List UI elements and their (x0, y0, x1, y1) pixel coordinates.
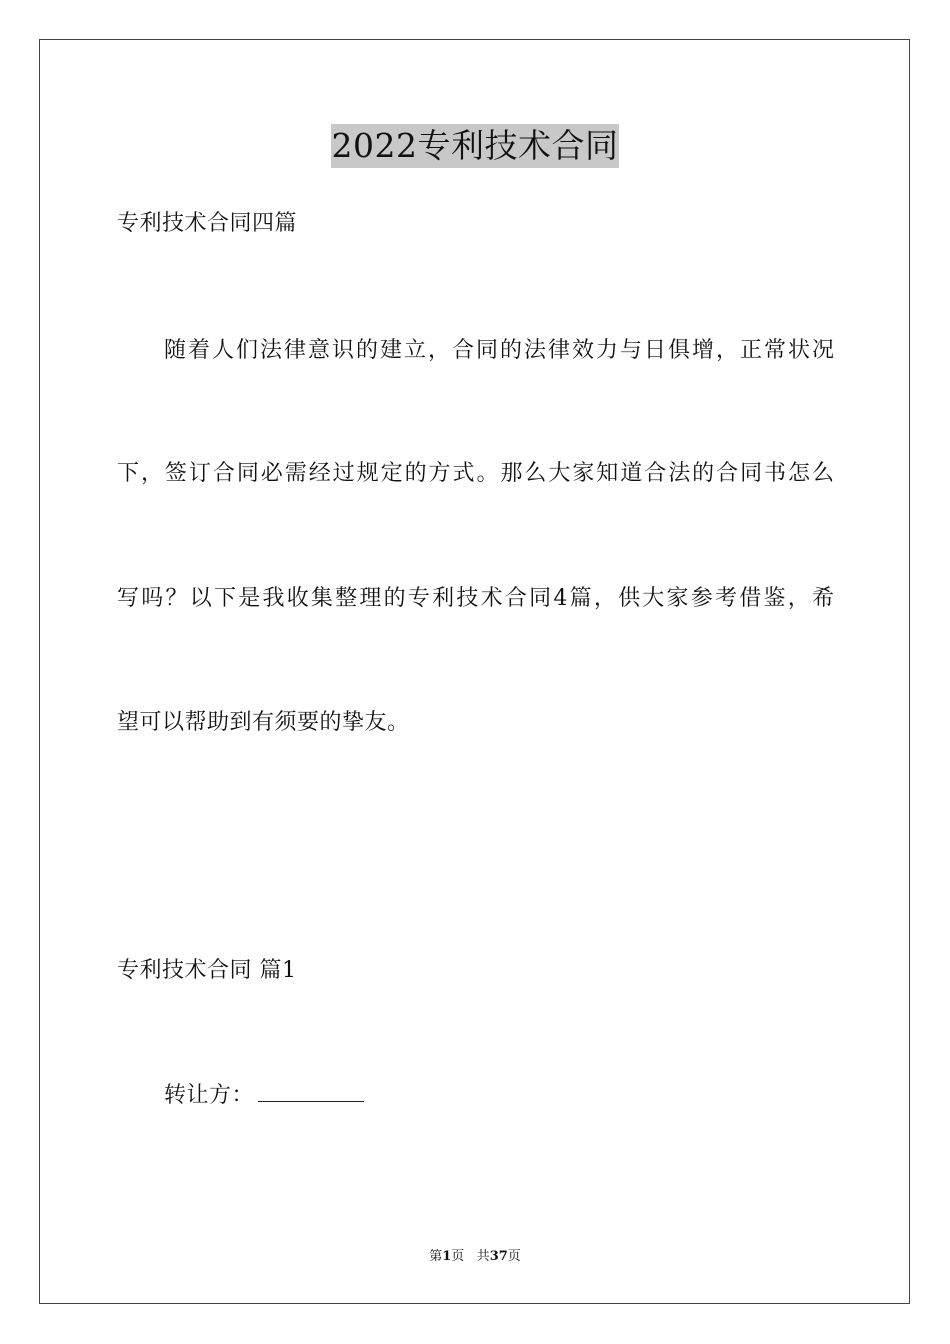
transferor-label: 转让方： (164, 1083, 255, 1108)
footer-page-number: 1 (442, 1249, 452, 1264)
document-title: 2022专利技术合同 (331, 124, 620, 168)
document-subtitle: 专利技术合同四篇 (117, 211, 298, 236)
paragraph-line-4: 望可以帮助到有须要的挚友。 (117, 710, 410, 735)
page-footer (0, 1248, 950, 1266)
footer-total-suffix: 页 (507, 1249, 521, 1264)
footer-total-prefix: 共 (476, 1249, 490, 1264)
paragraph-line-3: 写吗？以下是我收集整理的专利技术合同4篇，供大家参考借鉴，希 (117, 586, 834, 611)
footer-page-suffix: 页 (451, 1249, 465, 1264)
title-container (0, 124, 950, 168)
paragraph-line-2: 下，签订合同必需经过规定的方式。那么大家知道合法的合同书怎么 (117, 461, 834, 486)
transferor-blank[interactable] (258, 1081, 364, 1102)
transferor-field (164, 1081, 364, 1111)
footer-page-prefix: 第 (429, 1249, 443, 1264)
section-heading: 专利技术合同 篇1 (117, 958, 297, 983)
footer-total-pages: 37 (489, 1249, 508, 1264)
paragraph-line-1: 随着人们法律意识的建立，合同的法律效力与日俱增，正常状况 (164, 338, 834, 363)
